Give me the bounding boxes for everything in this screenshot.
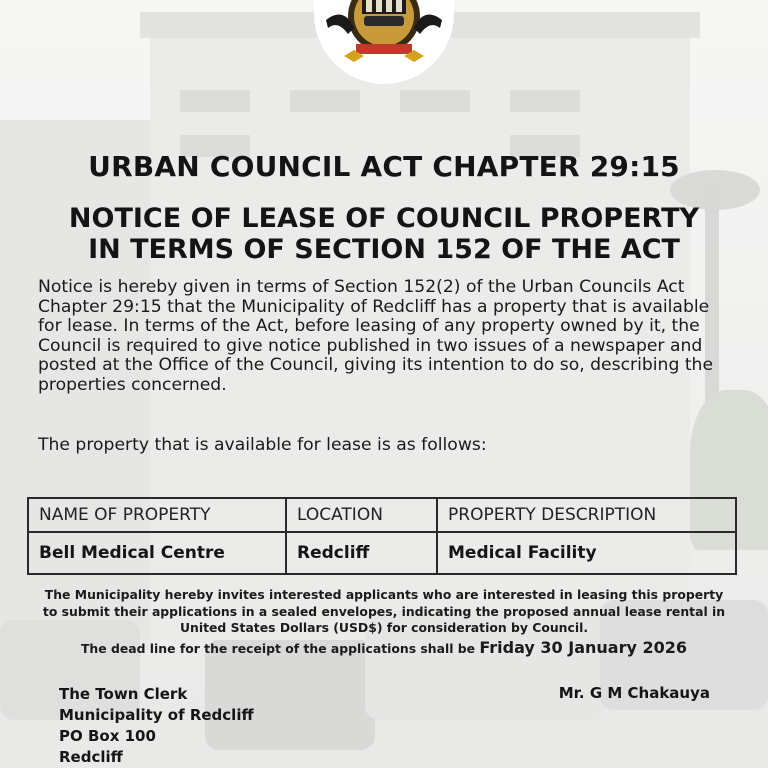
address-line-1: The Town Clerk	[59, 685, 188, 703]
invitation-text: The Municipality hereby invites interested applicants who are interested in leasing this property to submit their applications in a sealed envelopes, indicating the proposed annual lease rental in United States Dollars (USD$) for consideration by Council.	[42, 587, 726, 635]
address-line-3: PO Box 100	[59, 727, 156, 745]
notice-heading	[0, 203, 768, 265]
header-property-name: NAME OF PROPERTY	[28, 498, 286, 532]
deadline-date: Friday 30 January 2026	[479, 638, 687, 657]
address-block	[59, 684, 254, 768]
logo-banner-text: REDCLIFF	[362, 68, 406, 77]
notice-heading-line2: IN TERMS OF SECTION 152 OF THE ACT	[88, 234, 680, 265]
cell-property-description: Medical Facility	[437, 532, 736, 574]
act-heading: URBAN COUNCIL ACT CHAPTER 29:15	[88, 150, 680, 183]
lead-sentence: The property that is available for lease is as follows:	[38, 435, 487, 455]
intro-paragraph: Notice is hereby given in terms of Section 152(2) of the Urban Councils Act Chapter 29:15 that the Municipality of Redcliff has a property that is available for lease. In terms of the Act, before leasing of any property owned by it, the Council is required to give notice published in two issues of a newspaper and posted at the Office of the Council, giving its intention to do so, describing the properties concerned.	[38, 277, 714, 395]
signatory-name: Mr. G M Chakauya	[558, 684, 710, 702]
address-line-4: Redcliff	[59, 748, 123, 766]
property-table	[27, 497, 737, 575]
cell-location: Redcliff	[286, 532, 437, 574]
address-line-2: Municipality of Redcliff	[59, 706, 254, 724]
deadline-prefix: The dead line for the receipt of the applications shall be	[80, 641, 476, 656]
notice-heading-line1: NOTICE OF LEASE OF COUNCIL PROPERTY	[68, 203, 700, 234]
table-row	[28, 532, 736, 574]
cell-property-name: Bell Medical Centre	[28, 532, 286, 574]
deadline-line	[40, 638, 728, 657]
header-location: LOCATION	[286, 498, 437, 532]
header-property-description: PROPERTY DESCRIPTION	[437, 498, 736, 532]
table-header-row	[28, 498, 736, 532]
